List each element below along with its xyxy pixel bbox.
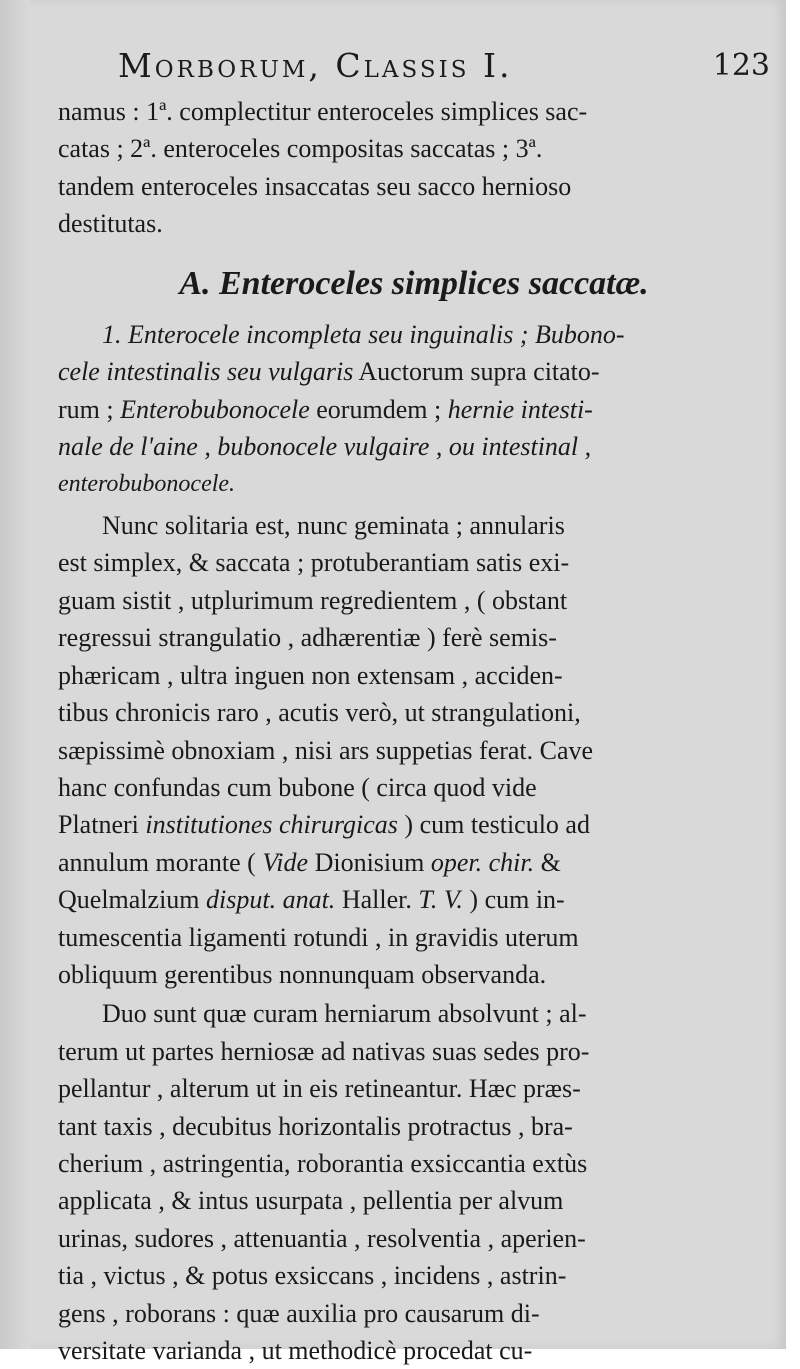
section-heading: A. Enteroceles simplices saccatæ. — [179, 264, 649, 302]
text-line: destitutas. — [58, 209, 163, 239]
entry-paragraph — [58, 316, 770, 503]
text-span: hernie intesti- — [447, 394, 593, 424]
treatment-paragraph — [58, 995, 770, 1369]
text-line: terum ut partes herniosæ ad nativas suas sedes pro- — [58, 1036, 590, 1066]
text-span: Vide — [262, 847, 309, 877]
text-line: namus : 1ª. complectitur enteroceles simplices sac- — [58, 97, 588, 126]
text-span: cele intestinalis seu vulgaris — [58, 357, 354, 387]
text-line: 1. Enterocele incompleta seu inguinalis ; Bubono- — [102, 320, 625, 350]
text-line: regressui strangulatio , adhærentiæ ) ferè semis- — [58, 623, 557, 653]
text-span: institutiones chirurgicas — [145, 810, 398, 840]
description-paragraph — [58, 507, 770, 993]
text-line: pellantur , alterum ut in eis retineantur. Hæc præs- — [58, 1074, 581, 1104]
text-span: annulum morante ( — [58, 847, 263, 877]
text-line: urinas, sudores , attenuantia , resolventia , aperien- — [58, 1223, 586, 1253]
text-span: rum ; — [58, 394, 121, 424]
text-line: applicata , & intus usurpata , pellentia per alvum — [58, 1186, 564, 1216]
text-line: versitate varianda , ut methodicè procedat cu- — [58, 1336, 533, 1365]
page-number: 123 — [712, 48, 770, 83]
text-line: hanc confundas cum bubone ( circa quod vide — [58, 772, 537, 802]
text-line: enterobubonocele. — [58, 470, 236, 497]
text-line: Nunc solitaria est, nunc geminata ; annularis — [102, 511, 565, 541]
text-span: Dionisium — [308, 847, 431, 877]
text-line: guam sistit , utplurimum regredientem , ( obstant — [58, 585, 568, 615]
text-line: tia , victus , & potus exsiccans , incidens , astrin- — [58, 1261, 567, 1291]
text-span: Haller. — [335, 885, 419, 915]
text-span: Auctorum supra citato- — [353, 357, 600, 387]
text-span: T. V. — [418, 885, 463, 915]
text-line: phæricam , ultra inguen non extensam , acciden- — [58, 660, 563, 690]
text-span: ) cum testiculo ad — [397, 810, 590, 840]
text-span: disput. anat. — [206, 885, 336, 915]
text-line — [58, 881, 770, 918]
text-line — [58, 353, 770, 390]
text-line: Duo sunt quæ curam herniarum absolvunt ; al- — [102, 999, 587, 1029]
text-line: obliquum gerentibus nonnunquam observanda. — [58, 959, 547, 989]
text-line: tumescentia ligamenti rotundi , in gravidis uterum — [58, 922, 579, 952]
text-line: tant taxis , decubitus horizontalis protractus , bra- — [58, 1111, 573, 1141]
text-span: & — [534, 847, 561, 877]
page-body — [58, 93, 770, 1369]
text-span: oper. chir. — [430, 847, 535, 877]
text-line — [58, 806, 770, 843]
text-line: sæpissimè obnoxiam , nisi ars suppetias ferat. Cave — [58, 735, 594, 765]
text-line: catas ; 2ª. enteroceles compositas saccatas ; 3ª. — [58, 134, 543, 164]
text-line: cherium , astringentia, roborantia exsiccantia extùs — [58, 1148, 588, 1178]
text-line: tandem enteroceles insaccatas seu sacco hernioso — [58, 171, 572, 201]
page-gutter-shadow — [0, 0, 30, 1349]
text-line: gens , roborans : quæ auxilia pro causarum di- — [58, 1298, 540, 1328]
intro-paragraph — [58, 93, 770, 243]
running-header — [118, 46, 778, 85]
text-line: tibus chronicis raro , acutis verò, ut strangulationi, — [58, 698, 581, 728]
text-span: Enterobubonocele — [120, 394, 310, 424]
text-line — [58, 844, 770, 881]
text-line: est simplex, & saccata ; protuberantiam satis exi- — [58, 548, 570, 578]
text-span: eorumdem ; — [309, 394, 448, 424]
text-span: ) cum in- — [462, 885, 565, 915]
text-span: Quelmalzium — [58, 885, 207, 915]
running-title: Morborum, Classis I. — [118, 46, 513, 85]
text-line: nale de l'aine , bubonocele vulgaire , ou intestinal , — [58, 432, 592, 462]
text-span: Platneri — [58, 810, 146, 840]
text-line — [58, 391, 770, 428]
